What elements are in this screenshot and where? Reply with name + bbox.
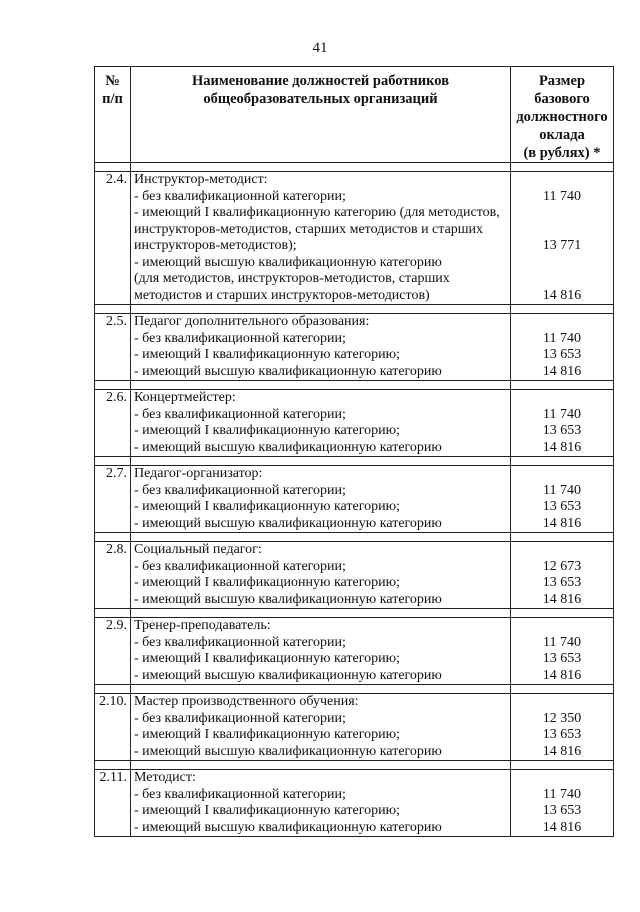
header-number-line: №	[105, 73, 120, 89]
salary-value: 13 653	[542, 575, 582, 590]
position-description	[131, 542, 511, 609]
header-number-cell	[95, 67, 131, 163]
position-category-line: - имеющий высшую квалификационную категорию	[134, 254, 442, 270]
salary-value: 11 740	[543, 188, 581, 204]
salary-value	[511, 694, 613, 711]
position-title: Социальный педагог:	[134, 542, 262, 557]
salary-value: 14 816	[542, 363, 582, 379]
position-title: Концертмейстер:	[134, 390, 236, 405]
separator-cell	[131, 685, 511, 694]
salary-value: 14 816	[542, 743, 582, 759]
separator-cell	[131, 761, 511, 770]
salary-value	[511, 542, 613, 559]
salary-value: 13 653	[542, 651, 582, 666]
header-position-cell	[131, 67, 511, 163]
position-category-line: - без квалификационной категории;	[134, 710, 346, 726]
row-separator	[95, 533, 614, 542]
salary-value: 11 740	[543, 406, 581, 422]
position-category-line: - без квалификационной категории;	[134, 786, 346, 802]
position-category-line: - без квалификационной категории;	[134, 558, 346, 574]
salary-value: 14 816	[542, 287, 582, 303]
position-category-line: - имеющий высшую квалификационную категорию	[134, 819, 442, 835]
position-category-line: - без квалификационной категории;	[134, 634, 346, 650]
salary-value	[511, 205, 613, 222]
salary-value: 11 740	[543, 482, 581, 498]
section-number: 2.7.	[95, 466, 131, 533]
section-number: 2.11.	[95, 770, 131, 837]
position-category-line: - имеющий высшую квалификационную категорию	[134, 515, 442, 531]
separator-cell	[95, 457, 131, 466]
separator-cell	[95, 609, 131, 618]
salary-amounts	[511, 390, 614, 457]
separator-cell	[95, 685, 131, 694]
salary-amounts	[511, 542, 614, 609]
position-category-line: - имеющий высшую квалификационную категорию	[134, 363, 442, 379]
header-salary-line: Размер	[538, 73, 586, 89]
position-category-line: - без квалификационной категории;	[134, 406, 346, 422]
separator-cell	[511, 609, 614, 618]
salary-value: 14 816	[542, 667, 582, 683]
header-salary-line: (в рублях) *	[523, 145, 601, 161]
salary-value	[511, 271, 613, 288]
table-row	[95, 172, 614, 305]
position-description	[131, 390, 511, 457]
separator-cell	[511, 305, 614, 314]
position-category-line: методистов и старших инструкторов-методистов)	[134, 287, 430, 303]
salary-value	[511, 770, 613, 787]
row-separator	[95, 305, 614, 314]
separator-cell	[95, 533, 131, 542]
header-salary-line: должностного	[516, 109, 608, 125]
salary-amounts	[511, 314, 614, 381]
position-category-line: - имеющий I квалификационную категорию;	[134, 727, 400, 742]
salary-amounts	[511, 466, 614, 533]
position-category-line: - имеющий I квалификационную категорию;	[134, 575, 400, 590]
salary-value	[511, 172, 613, 189]
salary-value: 13 653	[542, 347, 582, 362]
section-number: 2.6.	[95, 390, 131, 457]
position-title: Мастер производственного обучения:	[134, 694, 359, 709]
salary-value: 13 653	[542, 803, 582, 818]
page-number: 41	[312, 40, 328, 56]
position-title: Методист:	[134, 770, 196, 785]
separator-cell	[131, 609, 511, 618]
salary-value: 11 740	[543, 330, 581, 346]
position-title: Педагог-организатор:	[134, 466, 263, 481]
header-position-line: Наименование должностей работников	[191, 73, 450, 89]
table-row	[95, 770, 614, 837]
position-category-line: - имеющий высшую квалификационную категорию	[134, 743, 442, 759]
section-number: 2.5.	[95, 314, 131, 381]
header-salary-line: базового	[534, 91, 590, 107]
position-category-line: - имеющий I квалификационную категорию;	[134, 803, 400, 818]
salary-value: 13 771	[542, 238, 582, 253]
position-description	[131, 314, 511, 381]
section-number: 2.10.	[95, 694, 131, 761]
table-row	[95, 694, 614, 761]
row-separator	[95, 761, 614, 770]
table-body	[95, 163, 614, 837]
separator-cell	[511, 761, 614, 770]
salary-value	[511, 222, 613, 239]
salary-value: 14 816	[542, 439, 582, 455]
table-row	[95, 314, 614, 381]
salary-value	[511, 255, 613, 272]
header-number-line: п/п	[102, 91, 123, 107]
position-category-line: - имеющий I квалификационную категорию;	[134, 423, 400, 438]
salary-table	[94, 66, 614, 837]
position-category-line: инструкторов-методистов);	[134, 238, 297, 253]
position-title: Тренер-преподаватель:	[134, 618, 271, 633]
separator-cell	[131, 163, 511, 172]
position-category-line: - имеющий высшую квалификационную категорию	[134, 591, 442, 607]
position-category-line: инструкторов-методистов, старших методистов и старших	[134, 221, 484, 237]
salary-value: 13 653	[542, 423, 582, 438]
salary-value	[511, 390, 613, 407]
position-category-line: - имеющий высшую квалификационную категорию	[134, 667, 442, 683]
salary-value	[511, 466, 613, 483]
row-separator	[95, 685, 614, 694]
position-description	[131, 466, 511, 533]
position-title: Педагог дополнительного образования:	[134, 314, 370, 329]
position-category-line: - имеющий I квалификационную категорию;	[134, 347, 400, 362]
salary-value: 13 653	[542, 727, 582, 742]
section-number: 2.9.	[95, 618, 131, 685]
salary-value: 14 816	[542, 591, 582, 607]
salary-amounts	[511, 172, 614, 305]
separator-cell	[131, 533, 511, 542]
table-row	[95, 618, 614, 685]
salary-value: 11 740	[543, 634, 581, 650]
separator-cell	[511, 381, 614, 390]
separator-cell	[131, 457, 511, 466]
header-salary-line: оклада	[539, 127, 585, 143]
separator-cell	[511, 457, 614, 466]
position-category-line: - без квалификационной категории;	[134, 482, 346, 498]
header-position-line: общеобразовательных организаций	[203, 91, 438, 107]
salary-value: 12 350	[542, 710, 582, 726]
separator-cell	[511, 533, 614, 542]
table-row	[95, 466, 614, 533]
separator-cell	[131, 381, 511, 390]
table-row	[95, 542, 614, 609]
salary-value: 14 816	[542, 515, 582, 531]
position-description	[131, 618, 511, 685]
position-description	[131, 172, 511, 305]
row-separator	[95, 457, 614, 466]
position-category-line: - имеющий I квалификационную категорию (для методистов,	[134, 205, 500, 220]
salary-value	[511, 314, 613, 331]
position-description	[131, 770, 511, 837]
table-row	[95, 390, 614, 457]
separator-cell	[95, 305, 131, 314]
salary-amounts	[511, 694, 614, 761]
position-category-line: - без квалификационной категории;	[134, 330, 346, 346]
separator-cell	[95, 381, 131, 390]
separator-cell	[511, 163, 614, 172]
salary-amounts	[511, 770, 614, 837]
position-description	[131, 694, 511, 761]
position-category-line: - имеющий I квалификационную категорию;	[134, 651, 400, 666]
salary-value	[511, 618, 613, 635]
row-separator	[95, 163, 614, 172]
separator-cell	[511, 685, 614, 694]
row-separator	[95, 381, 614, 390]
section-number: 2.8.	[95, 542, 131, 609]
table-header-row	[95, 67, 614, 163]
header-salary-cell	[511, 67, 614, 163]
position-category-line: - имеющий высшую квалификационную категорию	[134, 439, 442, 455]
separator-cell	[95, 163, 131, 172]
position-category-line: - без квалификационной категории;	[134, 188, 346, 204]
salary-value: 12 673	[542, 558, 582, 574]
position-category-line: - имеющий I квалификационную категорию;	[134, 499, 400, 514]
salary-value: 14 816	[542, 819, 582, 835]
position-title: Инструктор-методист:	[134, 172, 268, 187]
separator-cell	[131, 305, 511, 314]
salary-value: 13 653	[542, 499, 582, 514]
separator-cell	[95, 761, 131, 770]
row-separator	[95, 609, 614, 618]
salary-amounts	[511, 618, 614, 685]
salary-value: 11 740	[543, 786, 581, 802]
section-number: 2.4.	[95, 172, 131, 305]
position-category-line: (для методистов, инструкторов-методистов, старших	[134, 271, 450, 286]
